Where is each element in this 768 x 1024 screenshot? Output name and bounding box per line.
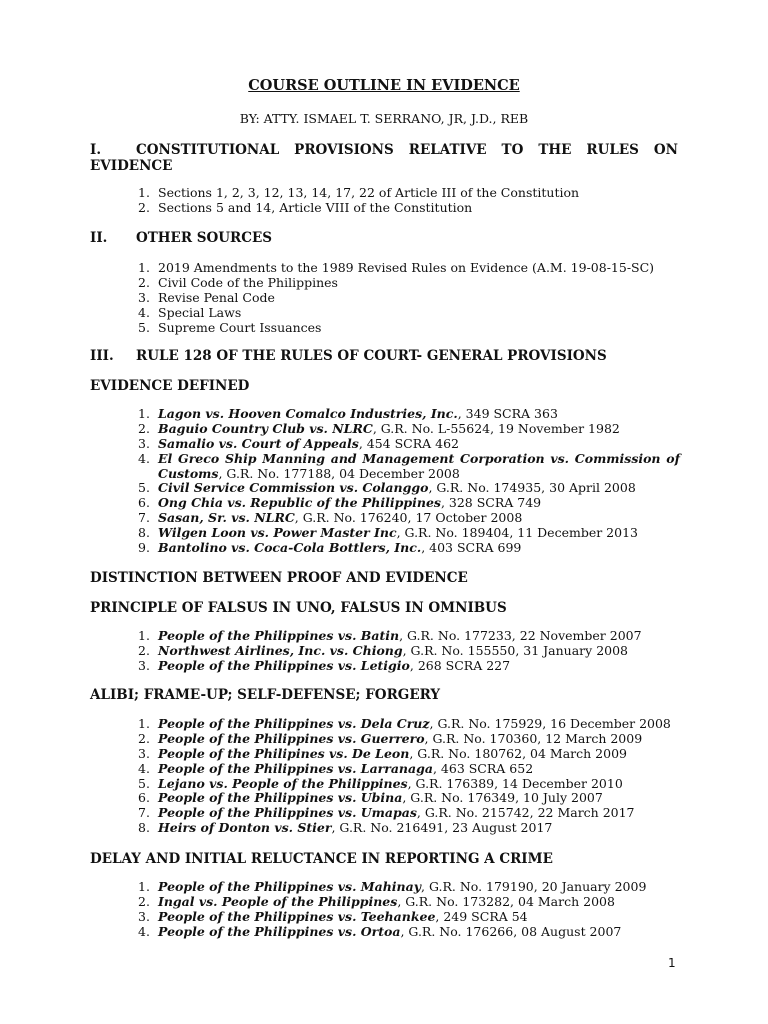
item-number: 5. — [138, 319, 150, 335]
section-number: II. — [90, 230, 108, 246]
item-number: 2. — [138, 274, 150, 290]
list-item — [138, 481, 680, 496]
case-name: Sasan, Sr. vs. NLRC — [158, 510, 295, 526]
item-number: 5. — [138, 480, 150, 496]
case-name: People of the Philippines vs. Mahinay — [158, 879, 422, 894]
section-heading-rule-128 — [90, 348, 678, 364]
section-heading-other-sources — [90, 230, 678, 246]
case-name: Baguio Country Club vs. NLRC — [158, 420, 373, 436]
case-name: Lejano vs. People of the Philippines — [158, 775, 408, 791]
case-citation: , 403 SCRA 699 — [421, 540, 522, 556]
section-heading-constitutional — [90, 142, 678, 174]
item-number: 3. — [138, 657, 150, 673]
case-citation: , G.R. No. 175929, 16 December 2008 — [429, 716, 671, 731]
list-item — [138, 291, 680, 306]
item-content — [158, 644, 680, 659]
case-name: Ong Chia vs. Republic of the Philippines — [158, 495, 441, 511]
item-number: 2. — [138, 642, 150, 658]
case-citation: , 268 SCRA 227 — [409, 657, 511, 673]
item-content — [158, 481, 680, 496]
item-content — [158, 791, 680, 806]
list-evidence-defined — [138, 407, 680, 556]
case-citation: , 328 SCRA 749 — [440, 495, 542, 511]
item-content — [158, 422, 680, 437]
item-content — [158, 732, 680, 747]
subheading-evidence-defined: EVIDENCE DEFINED — [90, 378, 250, 394]
item-content — [158, 452, 680, 482]
case-citation: , G.R. No. 155550, 31 January 2008 — [402, 642, 628, 658]
list-item — [138, 910, 680, 925]
item-number: 7. — [138, 510, 150, 526]
case-name: People of the Philippines vs. Letigio — [158, 657, 410, 673]
list-item — [138, 732, 680, 747]
subheading-distinction: DISTINCTION BETWEEN PROOF AND EVIDENCE — [90, 570, 468, 586]
item-content — [158, 496, 680, 511]
item-number: 3. — [138, 289, 150, 305]
list-delay — [138, 880, 680, 940]
case-citation: , G.R. No. 176349, 10 July 2007 — [402, 790, 603, 806]
list-item — [138, 541, 680, 556]
case-name: People of the Philipines vs. De Leon — [158, 745, 410, 761]
case-name: Samalio vs. Court of Appeals — [158, 435, 359, 451]
case-citation: , G.R. No. 177233, 22 November 2007 — [399, 628, 642, 643]
item-content — [158, 821, 680, 836]
list-sec2 — [138, 261, 680, 335]
item-number: 1. — [138, 879, 150, 894]
item-number: 1. — [138, 260, 150, 275]
list-item — [138, 526, 680, 541]
item-number: 3. — [138, 745, 150, 761]
item-number: 4. — [138, 450, 150, 466]
subheading-falsus: PRINCIPLE OF FALSUS IN UNO, FALSUS IN OMNIBUS — [90, 600, 507, 616]
list-item — [138, 261, 680, 276]
item-number: 9. — [138, 540, 150, 556]
item-number: 6. — [138, 495, 150, 511]
case-citation: , G.R. No. 176266, 08 August 2007 — [400, 923, 622, 939]
case-citation: , 463 SCRA 652 — [432, 760, 534, 776]
case-name: People of the Philippines vs. Umapas — [158, 805, 417, 821]
list-item — [138, 717, 680, 732]
case-name: Northwest Airlines, Inc. vs. Chiong — [158, 642, 403, 658]
case-name: Lagon vs. Hooven Comalco Industries, Inc. — [158, 406, 458, 421]
item-number: 2. — [138, 420, 150, 436]
list-item — [138, 806, 680, 821]
case-citation: , 454 SCRA 462 — [358, 435, 459, 451]
section-title: OTHER SOURCES — [136, 230, 273, 246]
item-number: 2. — [138, 199, 150, 215]
case-name: Wilgen Loon vs. Power Master Inc — [158, 525, 397, 541]
list-item — [138, 629, 680, 644]
item-content: Revise Penal Code — [158, 289, 275, 305]
author-byline: BY: ATTY. ISMAEL T. SERRANO, JR, J.D., REB — [239, 111, 529, 126]
case-citation: , G.R. 176389, 14 December 2010 — [407, 775, 623, 791]
item-number: 2. — [138, 730, 150, 746]
case-name: People of the Philippines vs. Guerrero — [158, 730, 425, 746]
section-title: RULE 128 OF THE RULES OF COURT- GENERAL PROVISIONS — [136, 348, 607, 364]
subheading-alibi: ALIBI; FRAME-UP; SELF-DEFENSE; FORGERY — [90, 687, 441, 703]
list-item — [138, 422, 680, 437]
case-citation: , 349 SCRA 363 — [457, 406, 558, 421]
item-content: Sections 1, 2, 3, 12, 13, 14, 17, 22 of Article III of the Constitution — [158, 185, 580, 200]
case-name: Bantolino vs. Coca-Cola Bottlers, Inc. — [158, 540, 422, 556]
item-content — [158, 747, 680, 762]
section-number: I. — [90, 142, 102, 158]
item-content — [158, 910, 680, 925]
list-item — [138, 437, 680, 452]
item-number: 6. — [138, 790, 150, 806]
subheading-delay: DELAY AND INITIAL RELUCTANCE IN REPORTING A CRIME — [90, 851, 553, 867]
item-content — [158, 777, 680, 792]
case-citation: , G.R. No. 180762, 04 March 2009 — [409, 745, 627, 761]
item-content: Supreme Court Issuances — [158, 319, 322, 335]
case-name: People of the Philippines vs. Ortoa — [158, 923, 401, 939]
item-content — [158, 526, 680, 541]
item-content — [158, 659, 680, 674]
list-item — [138, 880, 680, 895]
item-content: Special Laws — [158, 304, 242, 320]
item-number: 1. — [138, 185, 150, 200]
list-item — [138, 821, 680, 836]
case-citation: , G.R. No. 189404, 11 December 2013 — [396, 525, 638, 541]
item-number: 1. — [138, 628, 150, 643]
item-content — [158, 541, 680, 556]
list-item — [138, 321, 680, 336]
item-number: 2. — [138, 893, 150, 909]
section-number: III. — [90, 348, 114, 364]
case-citation: , G.R. No. 179190, 20 January 2009 — [421, 879, 647, 894]
case-citation: , G.R. No. 216491, 23 August 2017 — [331, 820, 553, 836]
case-name: Civil Service Commission vs. Colanggo — [158, 480, 429, 496]
list-item — [138, 895, 680, 910]
item-content — [158, 437, 680, 452]
item-number: 7. — [138, 805, 150, 821]
case-citation: , G.R. No. 174935, 30 April 2008 — [428, 480, 636, 496]
list-sec1 — [138, 186, 680, 216]
case-name: Ingal vs. People of the Philippines — [158, 893, 398, 909]
item-number: 4. — [138, 304, 150, 320]
case-citation: , G.R. No. 177188, 04 December 2008 — [218, 465, 460, 481]
case-name: People of the Philippines vs. Dela Cruz — [158, 716, 430, 731]
case-citation: , G.R. No. 176240, 17 October 2008 — [294, 510, 523, 526]
list-item — [138, 496, 680, 511]
case-citation: , G.R. No. 170360, 12 March 2009 — [424, 730, 643, 746]
item-content — [158, 717, 680, 732]
item-content — [158, 407, 680, 422]
case-name: People of the Philippines vs. Batin — [158, 628, 400, 643]
case-citation: , G.R. No. L-55624, 19 November 1982 — [372, 420, 620, 436]
item-content — [158, 895, 680, 910]
list-item — [138, 186, 680, 201]
list-item — [138, 777, 680, 792]
list-alibi — [138, 717, 680, 836]
list-item — [138, 306, 680, 321]
item-number: 8. — [138, 525, 150, 541]
list-item — [138, 791, 680, 806]
item-content: Sections 5 and 14, Article VIII of the Constitution — [158, 199, 473, 215]
list-falsus — [138, 629, 680, 674]
list-item — [138, 644, 680, 659]
item-number: 3. — [138, 435, 150, 451]
item-number: 4. — [138, 760, 150, 776]
item-content — [158, 511, 680, 526]
case-name: People of the Philippines vs. Teehankee — [158, 908, 436, 924]
section-title: CONSTITUTIONAL PROVISIONS RELATIVE TO THE RULES ON EVIDENCE — [90, 142, 678, 174]
case-citation: , 249 SCRA 54 — [435, 908, 528, 924]
document-title: COURSE OUTLINE IN EVIDENCE — [248, 77, 520, 94]
item-content — [158, 925, 680, 940]
page-number: 1 — [668, 956, 676, 970]
item-content — [158, 762, 680, 777]
list-item — [138, 925, 680, 940]
item-number: 4. — [138, 923, 150, 939]
item-number: 1. — [138, 716, 150, 731]
item-number: 5. — [138, 775, 150, 791]
item-number: 3. — [138, 908, 150, 924]
list-item — [138, 511, 680, 526]
list-item — [138, 762, 680, 777]
case-name: People of the Philippines vs. Ubina — [158, 790, 403, 806]
case-name: Heirs of Donton vs. Stier — [158, 820, 332, 836]
case-citation: , G.R. No. 173282, 04 March 2008 — [397, 893, 615, 909]
item-content: 2019 Amendments to the 1989 Revised Rules on Evidence (A.M. 19-08-15-SC) — [158, 260, 655, 275]
list-item — [138, 747, 680, 762]
case-name: People of the Philippines vs. Larranaga — [158, 760, 433, 776]
item-content — [158, 806, 680, 821]
item-content — [158, 629, 680, 644]
list-item — [138, 201, 680, 216]
list-item — [138, 407, 680, 422]
list-item — [138, 659, 680, 674]
item-content: Civil Code of the Philippines — [158, 274, 338, 290]
case-name: El Greco Ship Manning and Management Corporation vs. Commission of Customs — [158, 450, 680, 481]
case-citation: , G.R. No. 215742, 22 March 2017 — [416, 805, 635, 821]
item-number: 1. — [138, 406, 150, 421]
list-item — [138, 276, 680, 291]
item-number: 8. — [138, 820, 150, 836]
list-item — [138, 452, 680, 482]
item-content — [158, 880, 680, 895]
